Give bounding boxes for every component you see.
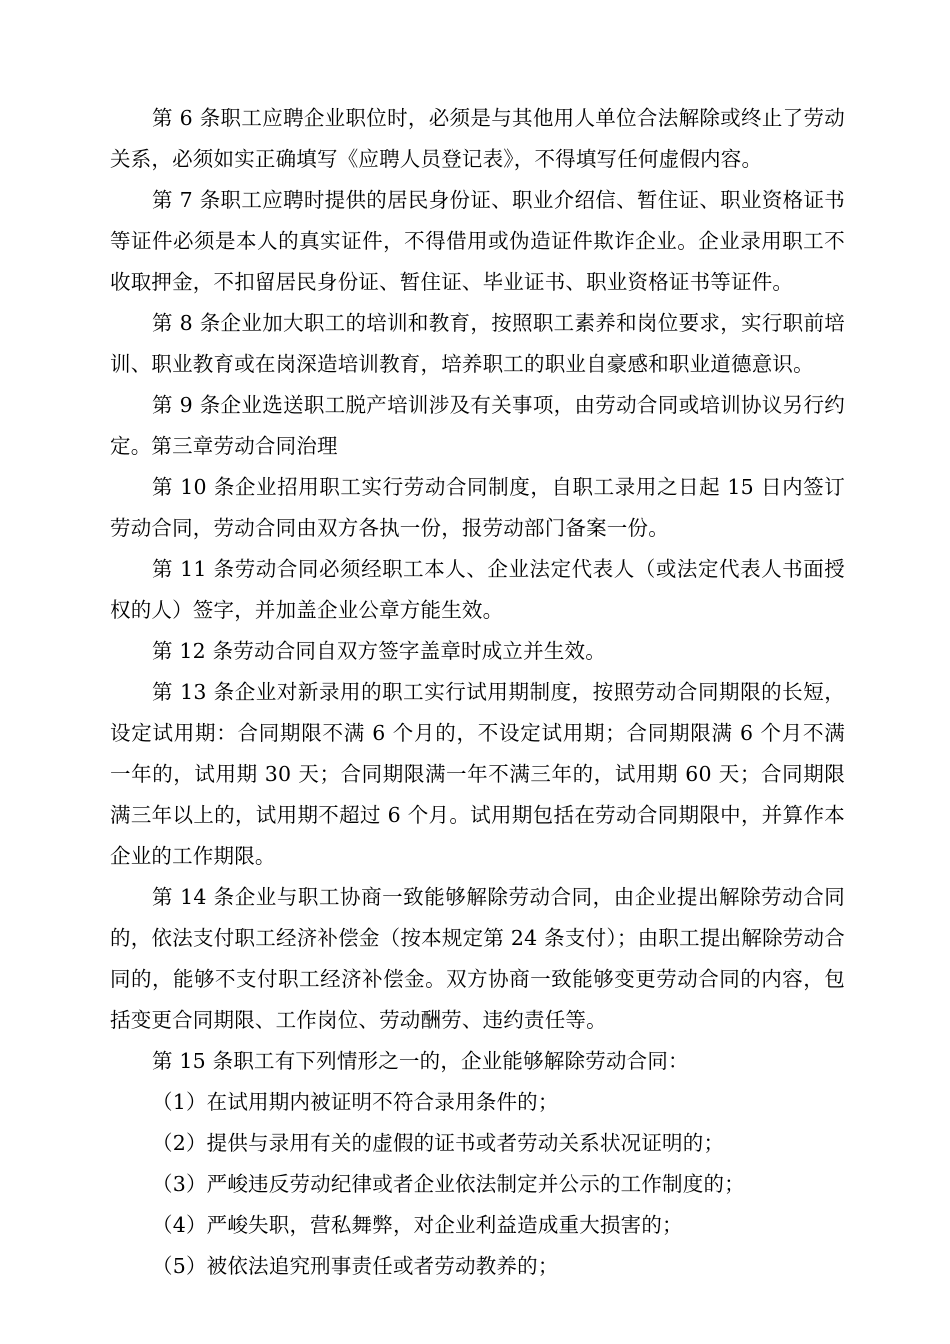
article-8-paragraph: 第 8 条企业加大职工的培训和教育，按照职工素养和岗位要求，实行职前培训、职业教育或在岗深造培训教育，培养职工的职业自豪感和职业道德意识。	[110, 311, 845, 376]
article-12-paragraph: 第 12 条劳动合同自双方签字盖章时成立并生效。	[152, 639, 606, 663]
article-14-paragraph: 第 14 条企业与职工协商一致能够解除劳动合同，由企业提出解除劳动合同的，依法支付职工经济补偿金（按本规定第 24 条支付）；由职工提出解除劳动合同的，能够不支付职工经济补偿金。双方协商一致能够变更劳动合同的内容，包括变更合同期限、工作岗位、劳动酬劳、违约责任等。	[110, 885, 845, 1032]
article-10-paragraph: 第 10 条企业招用职工实行劳动合同制度，自职工录用之日起 15 日内签订劳动合同，劳动合同由双方各执一份，报劳动部门备案一份。	[110, 475, 845, 540]
list-item: （4）严峻失职，营私舞弊，对企业利益造成重大损害的；	[152, 1213, 683, 1237]
article-15-paragraph: 第 15 条职工有下列情形之一的，企业能够解除劳动合同：	[152, 1049, 689, 1073]
list-item: （3）严峻违反劳动纪律或者企业依法制定并公示的工作制度的；	[152, 1172, 745, 1196]
document-body	[110, 98, 845, 1287]
article-11-paragraph: 第 11 条劳动合同必须经职工本人、企业法定代表人（或法定代表人书面授权的人）签字，并加盖企业公章方能生效。	[110, 557, 845, 622]
article-9-paragraph: 第 9 条企业选送职工脱产培训涉及有关事项，由劳动合同或培训协议另行约定。第三章劳动合同治理	[110, 393, 845, 458]
list-item: （5）被依法追究刑事责任或者劳动教养的；	[152, 1254, 559, 1278]
article-7-paragraph: 第 7 条职工应聘时提供的居民身份证、职业介绍信、暂住证、职业资格证书等证件必须是本人的真实证件，不得借用或伪造证件欺诈企业。企业录用职工不收取押金，不扣留居民身份证、暂住证、毕业证书、职业资格证书等证件。	[110, 188, 845, 294]
article-13-paragraph: 第 13 条企业对新录用的职工实行试用期制度，按照劳动合同期限的长短，设定试用期：合同期限不满 6 个月的，不设定试用期；合同期限满 6 个月不满一年的，试用期 30 天；合同期限满一年不满三年的，试用期 60 天；合同期限满三年以上的，试用期不超过 6 个月。试用期包括在劳动合同期限中，并算作本企业的工作期限。	[110, 680, 845, 868]
list-item: （2）提供与录用有关的虚假的证书或者劳动关系状况证明的；	[152, 1131, 725, 1155]
article-6-paragraph: 第 6 条职工应聘企业职位时，必须是与其他用人单位合法解除或终止了劳动关系，必须如实正确填写《应聘人员登记表》，不得填写任何虚假内容。	[110, 106, 845, 171]
list-item: （1）在试用期内被证明不符合录用条件的；	[152, 1090, 559, 1114]
